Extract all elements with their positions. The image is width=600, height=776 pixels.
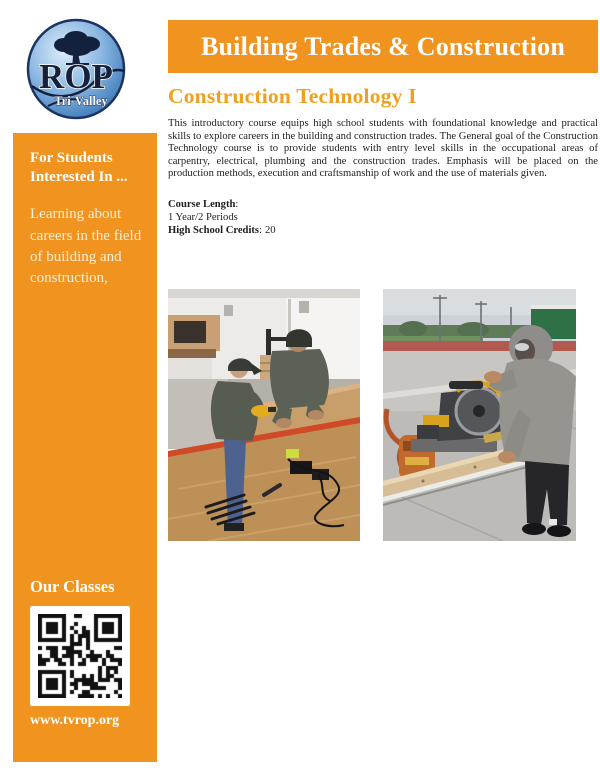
course-length-sep: : [235, 198, 239, 210]
course-length-label: Course Length [168, 198, 236, 210]
main-content [168, 84, 598, 237]
credits-line [168, 224, 598, 237]
credits-sep: : [259, 225, 262, 237]
our-classes-heading: Our Classes [30, 577, 115, 596]
rop-logo-graphic [26, 18, 126, 120]
photo-miter-saw [383, 289, 576, 541]
logo-acronym: ROP [39, 57, 113, 96]
sidebar-interest-text: Learning about careers in the field of building and construction, [30, 206, 142, 287]
course-length-line [168, 198, 598, 211]
credits-label: High School Credits [168, 225, 260, 237]
banner-title: Building Trades & Construction [200, 31, 566, 61]
credits-value: 20 [265, 225, 276, 237]
rop-tri-valley-logo [26, 18, 126, 120]
logo-name: Tri-Valley [54, 94, 108, 108]
course-length-value: 1 Year/2 Periods [168, 211, 238, 223]
sidebar-interest-heading: For Students Interested In ... [30, 150, 128, 186]
photo-row [168, 289, 598, 541]
banner [168, 20, 598, 73]
website-link[interactable]: www.tvrop.org [30, 713, 120, 728]
course-description: This introductory course equips high school students with foundational knowledge and practical skills to explore careers in the building and construction trades. The General goal of the Construction Technology course is to provide students with entry level skills in the occupational areas of carpentry, electrical, plumbing and the construction trades. Emphasis will be placed on the production methods, execution and craftsmanship of work and the use of materials given. [168, 118, 598, 180]
sidebar [13, 133, 157, 762]
course-info [168, 198, 598, 238]
course-title: Construction Technology I [168, 84, 417, 108]
qr-code-box [30, 606, 130, 706]
qr-code [38, 614, 122, 698]
photo-workshop [168, 289, 360, 541]
